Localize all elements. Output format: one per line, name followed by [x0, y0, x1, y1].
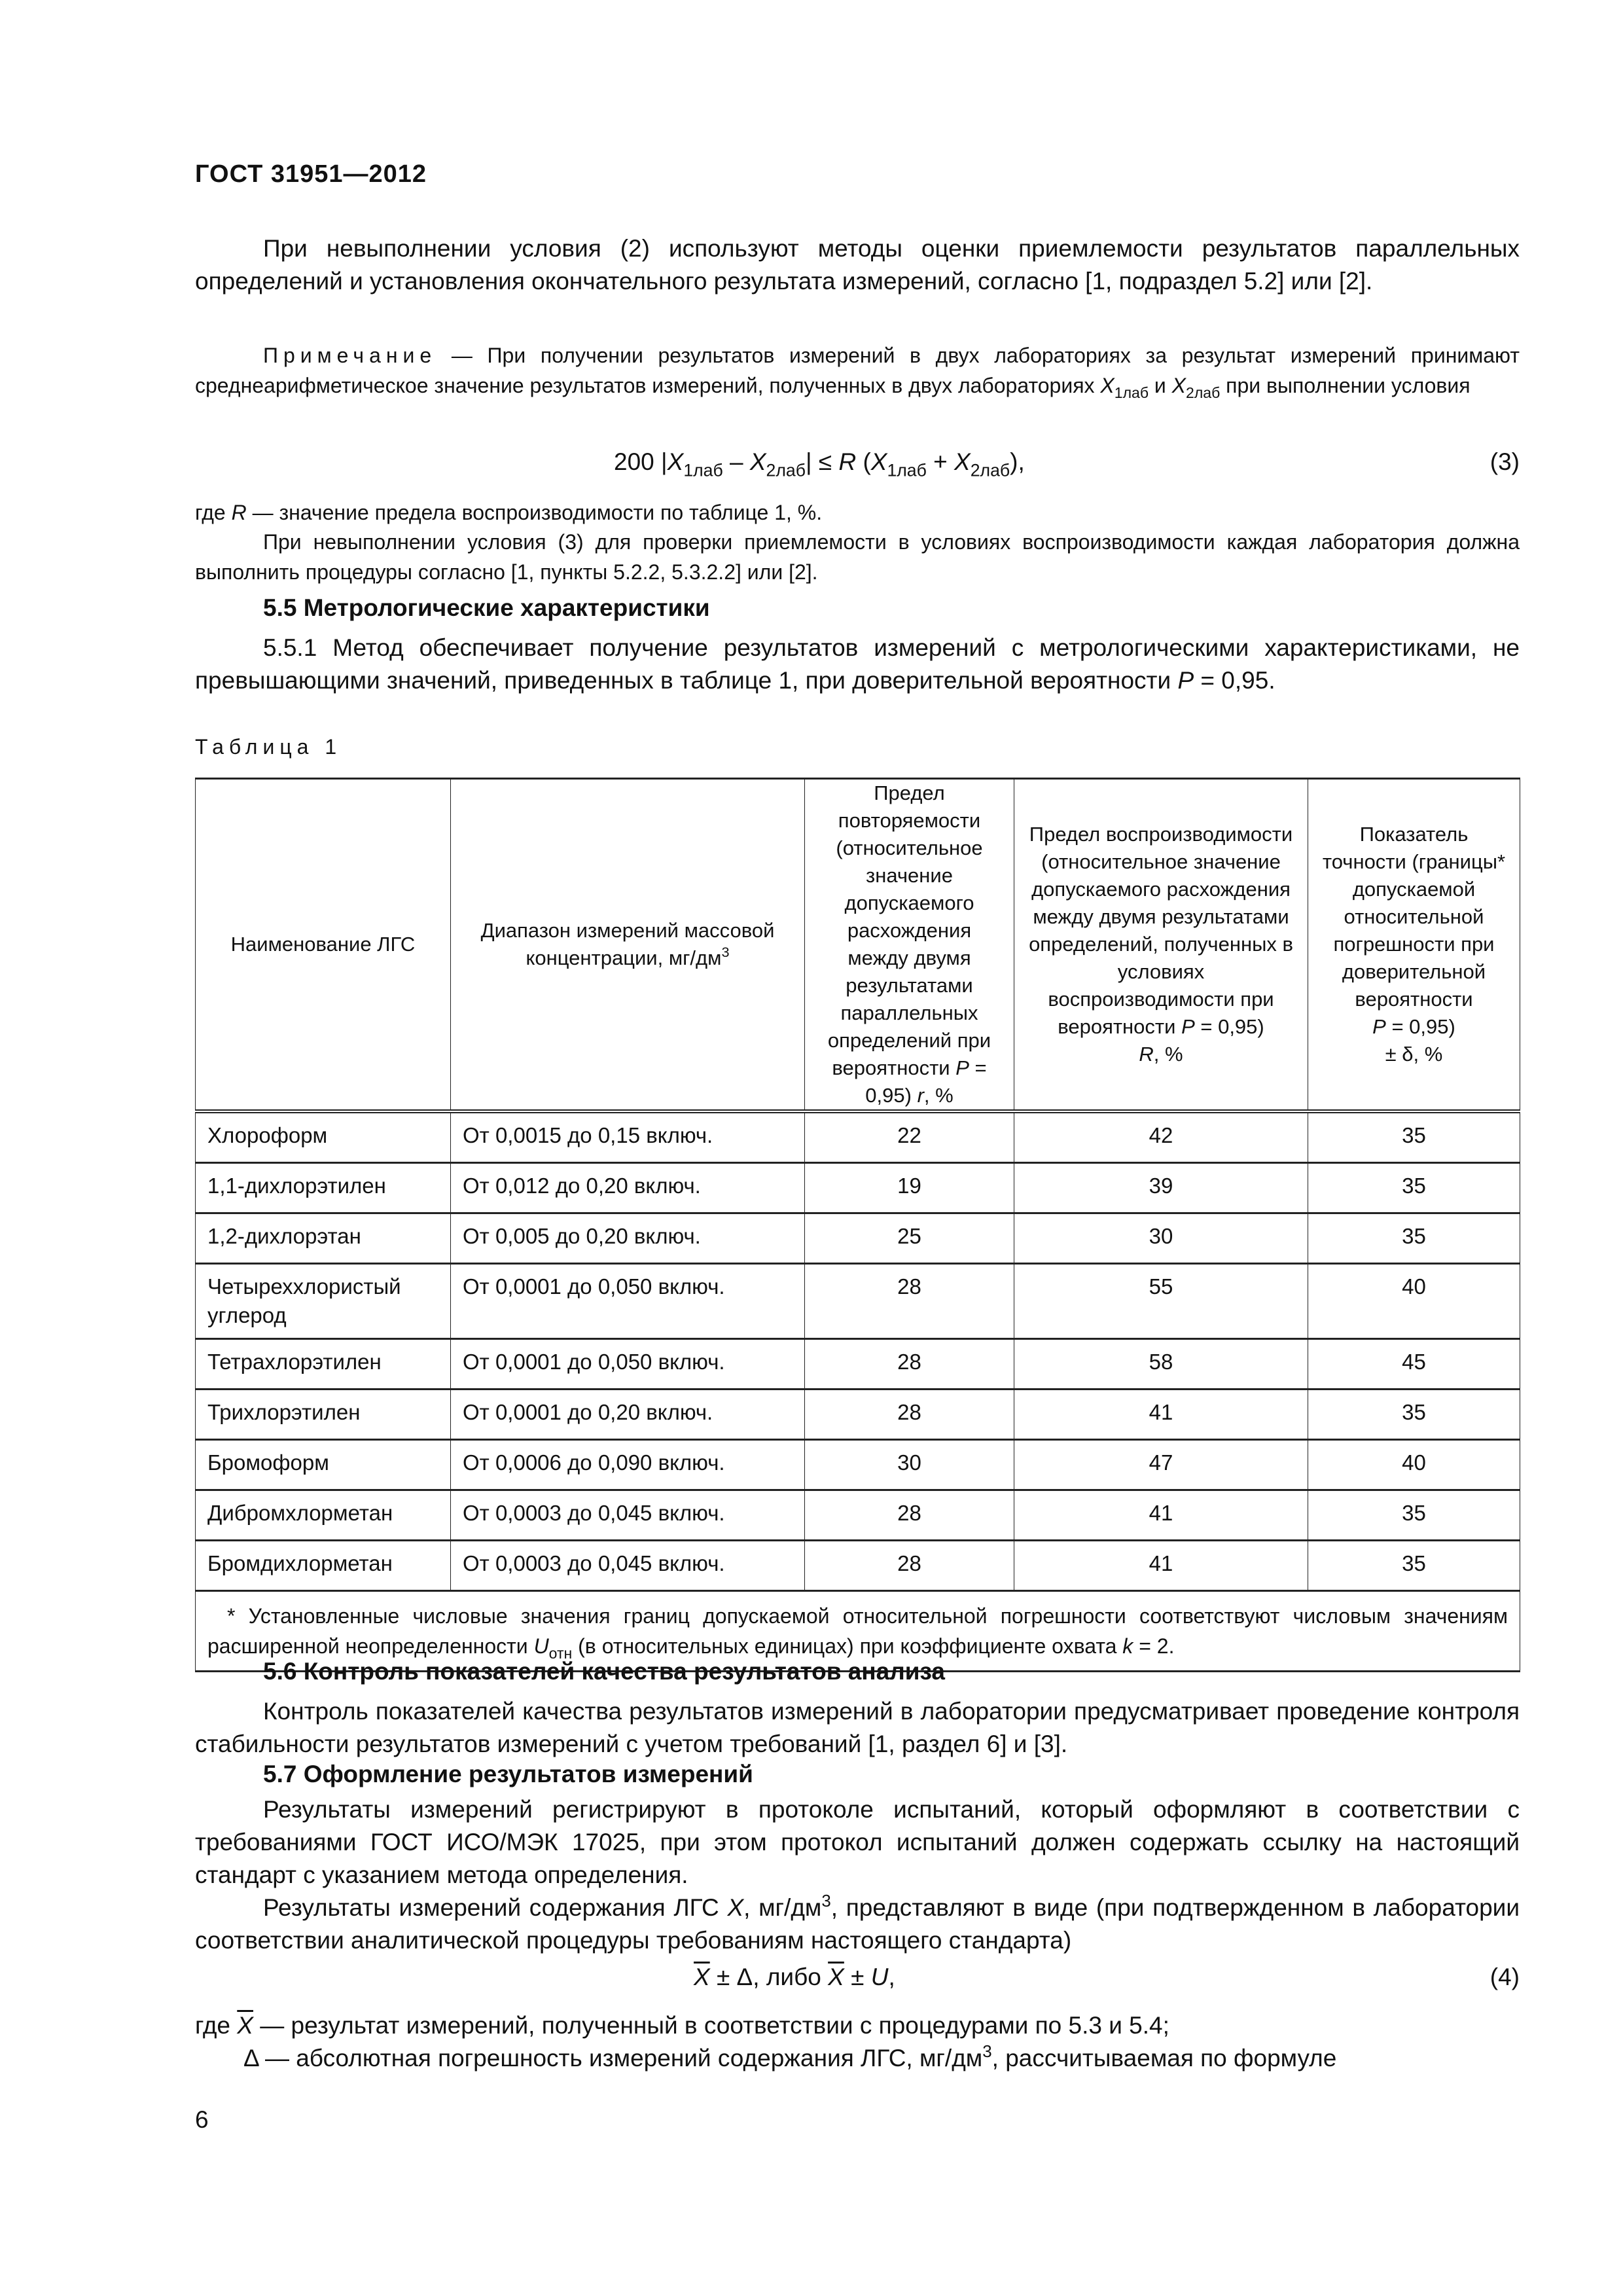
page-number: 6: [195, 2106, 209, 2133]
where-delta-line: Δ — абсолютная погрешность измерений содержания ЛГС, $мг/дм^3$, рассчитываемая по формуле: [243, 2042, 1337, 2072]
table-row: Хлороформ От 0,0015 до 0,15 включ. 22 42 35: [196, 1111, 1520, 1163]
header-accuracy: Показатель точности (границы* допускаемой относительной погрешности при доверительной вероятности P = 0,95) ± δ, %: [1308, 779, 1520, 1112]
formula-3-number: (3): [1489, 448, 1520, 475]
table-caption: Таблица 1: [195, 735, 342, 759]
table-row: 1,2-дихлорэтан От 0,005 до 0,20 включ. 25 30 35: [196, 1213, 1520, 1264]
where-r-line: где R — значение предела воспроизводимости по таблице 1, %.: [195, 501, 823, 524]
table-row: Тетрахлорэтилен От 0,0001 до 0,050 включ. 28 58 45: [196, 1339, 1520, 1390]
header-name: Наименование ЛГС: [196, 779, 451, 1112]
formula-4: [195, 1964, 1520, 1996]
table-row: Бромоформ От 0,0006 до 0,090 включ. 30 47 40: [196, 1440, 1520, 1490]
intro-paragraph: При невыполнении условия (2) используют методы оценки приемлемости результатов параллельных определений и установления окончательного результата измерений, согласно [1, подраздел 5.2] или [2].: [195, 235, 1520, 295]
document-header: ГОСТ 31951—2012: [195, 160, 427, 188]
formula-3-expression: 200 $|X_{1лаб} - X_{2лаб}| \le R$ $(X_{1лаб} + X_{2лаб})$,: [614, 448, 1025, 480]
section-5-6-paragraph: Контроль показателей качества результатов измерений в лаборатории предусматривает проведение контроля стабильности результатов измерений с учетом требований [1, раздел 6] и [3].: [195, 1698, 1520, 1757]
formula-3: [195, 448, 1520, 481]
table-row: Дибромхлорметан От 0,0003 до 0,045 включ. 28 41 35: [196, 1490, 1520, 1541]
reproducibility-paragraph: При невыполнении условия (3) для проверки приемлемости в условиях воспроизводимости каждая лаборатория должна выполнить процедуры согласно [1, пункты 5.2.2, 5.3.2.2] или [2].: [195, 530, 1520, 584]
formula-4-expression: $\overline{X} \pm \Delta$, либо $\overline{X} \pm U$,: [694, 1964, 895, 1990]
section-5-5-heading: 5.5 Метрологические характеристики: [263, 594, 710, 621]
table-header-row: [196, 779, 1520, 1112]
formula-4-number: (4): [1489, 1964, 1520, 1990]
header-reproducibility: Предел воспроизводимости (относительное значение допускаемого расхождения между двумя результатами определений, полученных в условиях воспроизводимости при вероятности P = 0,95) R, %: [1014, 779, 1308, 1112]
table-row: Бромдихлорметан От 0,0003 до 0,045 включ. 28 41 35: [196, 1541, 1520, 1591]
table-1: [195, 778, 1520, 1672]
header-repeatability: Предел повторяемости (относительное значение допускаемого расхождения между двумя результатами параллельных определений при вероятности P = 0,95) r, %: [805, 779, 1014, 1112]
header-range: Диапазон измерений массовой концентрации, $мг/дм^3$: [451, 779, 805, 1112]
section-5-7-paragraph-1: Результаты измерений регистрируют в протоколе испытаний, который оформляют в соответствии с требованиями ГОСТ ИСО/МЭК 17025, при этом протокол испытаний должен содержать ссылку на настоящий стандарт с указанием метода определения.: [195, 1796, 1520, 1888]
section-5-6-heading: 5.6 Контроль показателей качества результатов анализа: [263, 1658, 945, 1685]
section-5-7-heading: 5.7 Оформление результатов измерений: [263, 1761, 753, 1787]
table-row: Четыреххлористый углерод От 0,0001 до 0,050 включ. 28 55 40: [196, 1264, 1520, 1339]
table-row: Трихлорэтилен От 0,0001 до 0,20 включ. 28 41 35: [196, 1390, 1520, 1440]
table-row: 1,1-дихлорэтилен От 0,012 до 0,20 включ. 19 39 35: [196, 1163, 1520, 1213]
note-paragraph: Примечание — При получении результатов измерений в двух лабораториях за результат измерений принимают среднеарифметическое значение результатов измерений, полученных в двух лабораториях $X_{1лаб}$ и $X_{2лаб}$ при выполнении условия: [195, 344, 1520, 402]
section-5-7-paragraph-2: Результаты измерений содержания ЛГС X, $мг/дм^3$, представляют в виде (при подтвержденном в лаборатории соответствии аналитической процедуры требованиям настоящего стандарта): [195, 1892, 1520, 1954]
section-5-5-1-paragraph: 5.5.1 Метод обеспечивает получение результатов измерений с метрологическими характеристиками, не превышающими значений, приведенных в таблице 1, при доверительной вероятности P = 0,95.: [195, 634, 1520, 694]
note-label: Примечание: [263, 344, 437, 367]
where-x-line: где $\overline{X}$ — результат измерений, полученный в соответствии с процедурами по 5.3 и 5.4;: [195, 2012, 1169, 2039]
table-footnote: * Установленные числовые значения границ допускаемой относительной погрешности соответствуют числовым значениям расширенной неопределенности $U_{отн}$ (в относительных единицах) при коэффициенте охвата k = 2.: [196, 1591, 1520, 1672]
